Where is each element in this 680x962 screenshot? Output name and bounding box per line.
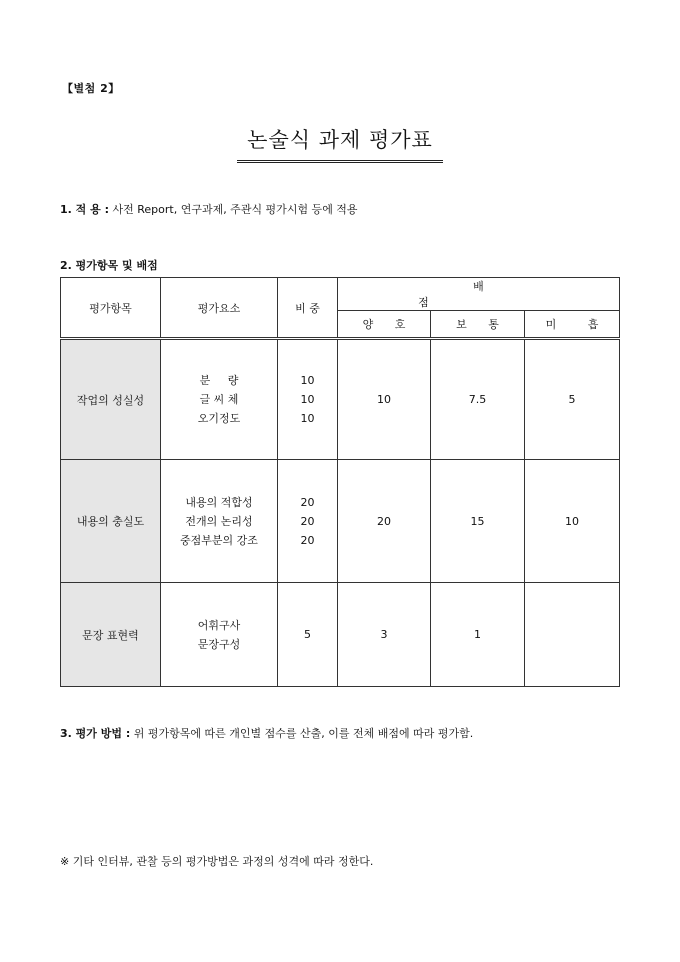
section-method <box>60 725 473 741</box>
score-normal: 7.5 <box>431 339 525 460</box>
weight-value: 10 <box>300 374 315 387</box>
element-text: 전개의 논리성 <box>185 514 253 528</box>
element-text: 내용의 적합성 <box>185 495 253 509</box>
header-normal <box>431 311 525 339</box>
header-good <box>338 311 431 339</box>
weight-value: 10 <box>300 393 315 406</box>
header-good-label: 양 호 <box>362 318 406 331</box>
section-apply-text: 사전 Report, 연구과제, 주관식 평가시험 등에 적용 <box>112 203 358 216</box>
element-text: 오기정도 <box>197 412 241 425</box>
header-normal-label: 보 통 <box>456 318 499 331</box>
title-wrapper <box>0 124 680 163</box>
page-title: 논술식 과제 평가표 <box>237 124 443 163</box>
element-text: 어휘구사 <box>197 618 241 632</box>
weight-value: 5 <box>278 583 338 687</box>
header-element: 평가요소 <box>161 278 278 339</box>
element-text: 문장구성 <box>197 637 241 651</box>
row-elements <box>161 460 278 583</box>
evaluation-table <box>60 277 620 687</box>
section-items-heading: 2. 평가항목 및 배점 <box>60 259 158 272</box>
weight-value: 20 <box>300 514 315 528</box>
header-weight: 비 중 <box>278 278 338 339</box>
element-text: 글 씨 체 <box>199 393 239 406</box>
weight-value: 20 <box>300 495 315 509</box>
row-item: 내용의 충실도 <box>61 460 161 583</box>
score-poor <box>525 583 620 687</box>
row-item: 문장 표현력 <box>61 583 161 687</box>
score-good: 3 <box>338 583 431 687</box>
table-row <box>61 339 620 460</box>
row-item: 작업의 성실성 <box>61 339 161 460</box>
element-text: 중점부분의 강조 <box>180 533 258 547</box>
score-poor: 10 <box>525 460 620 583</box>
score-normal: 15 <box>431 460 525 583</box>
section-apply-label: 1. 적 용 : <box>60 203 109 216</box>
score-poor: 5 <box>525 339 620 460</box>
footnote: ※ 기타 인터뷰, 관찰 등의 평가방법은 과정의 성격에 따라 정한다. <box>60 855 374 868</box>
weight-value: 10 <box>300 412 315 425</box>
score-normal: 1 <box>431 583 525 687</box>
row-elements <box>161 339 278 460</box>
score-good: 20 <box>338 460 431 583</box>
row-elements <box>161 583 278 687</box>
attachment-label: 【별첨 2】 <box>62 82 120 95</box>
section-apply <box>60 201 358 217</box>
header-item: 평가항목 <box>61 278 161 339</box>
row-weights <box>278 339 338 460</box>
section-method-text: 위 평가항목에 따른 개인별 점수를 산출, 이를 전체 배점에 따라 평가함. <box>133 727 474 740</box>
table-row <box>61 460 620 583</box>
section-method-label: 3. 평가 방법 : <box>60 727 131 740</box>
header-score-label: 배 점 <box>418 280 594 309</box>
row-weights <box>278 460 338 583</box>
header-poor <box>525 311 620 339</box>
header-score <box>338 278 620 311</box>
table-row <box>61 583 620 687</box>
element-text: 분 량 <box>199 374 239 387</box>
score-good: 10 <box>338 339 431 460</box>
weight-value: 20 <box>300 533 315 547</box>
header-poor-label: 미 흡 <box>545 318 599 331</box>
